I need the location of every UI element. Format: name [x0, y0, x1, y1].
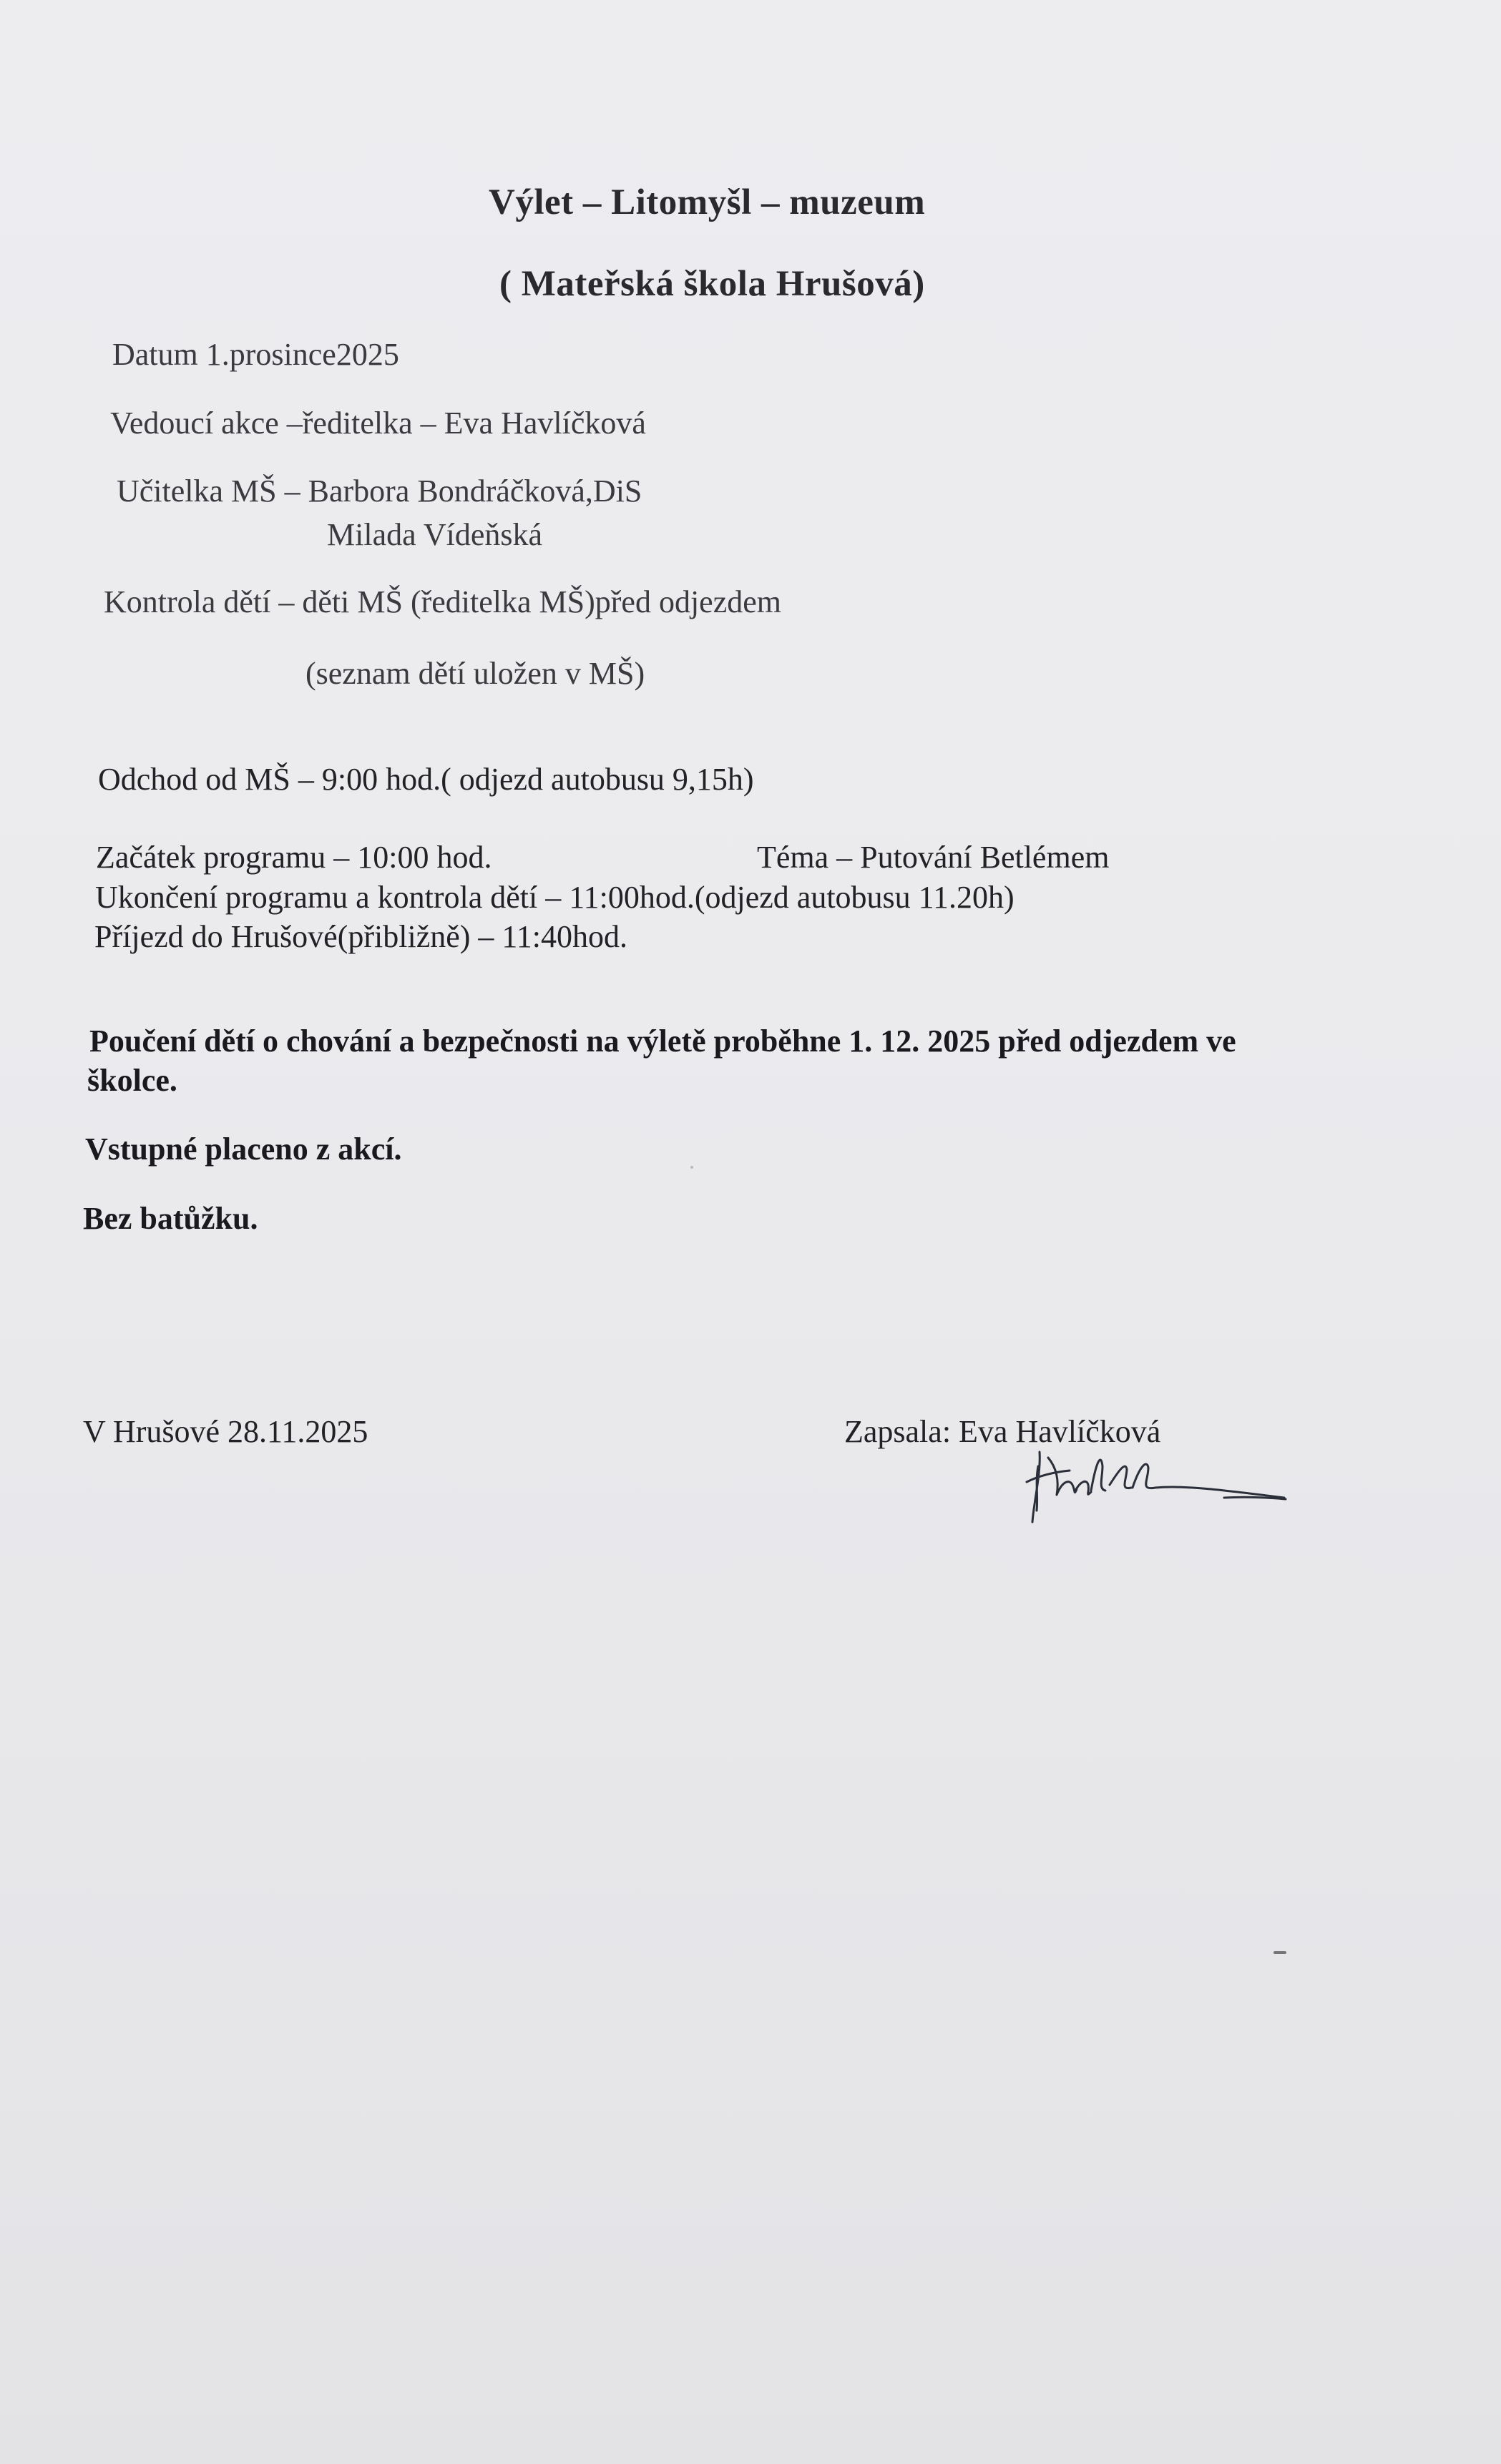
departure-line: Odchod od MŠ – 9:00 hod.( odjezd autobusu 9,15h) — [98, 762, 754, 797]
arrival-line: Příjezd do Hrušové(přibližně) – 11:40hod. — [94, 919, 627, 954]
control-line: Kontrola dětí – děti MŠ (ředitelka MŠ)před odjezdem — [104, 584, 781, 619]
teacher-line-1: Učitelka MŠ – Barbora Bondráčková,DiS — [117, 473, 642, 509]
instruction-line-2: školce. — [87, 1063, 177, 1098]
program-theme: Téma – Putování Betlémem — [757, 840, 1110, 875]
list-note: (seznam dětí uložen v MŠ) — [305, 656, 645, 691]
no-backpack-line: Bez batůžku. — [83, 1201, 258, 1236]
teacher-line-2: Milada Vídeňská — [327, 517, 543, 552]
place-date: V Hrušové 28.11.2025 — [83, 1414, 368, 1449]
program-end: Ukončení programu a kontrola dětí – 11:00hod.(odjezd autobusu 11.20h) — [95, 880, 1014, 915]
instruction-line-1: Poučení dětí o chování a bezpečnosti na výletě proběhne 1. 12. 2025 před odjezdem ve — [89, 1024, 1236, 1059]
paper-dot — [690, 1166, 693, 1169]
program-start: Začátek programu – 10:00 hod. — [96, 840, 492, 875]
leader-line: Vedoucí akce –ředitelka – Eva Havlíčková — [110, 406, 646, 441]
date-line: Datum 1.prosince2025 — [112, 337, 399, 372]
handwritten-signature — [1012, 1438, 1299, 1538]
paper-speck — [1273, 1951, 1286, 1954]
entry-fee-line: Vstupné placeno z akcí. — [85, 1132, 402, 1167]
document-title: Výlet – Litomyšl – muzeum — [489, 182, 926, 222]
recorded-by: Zapsala: Eva Havlíčková — [844, 1414, 1161, 1449]
document-subtitle: ( Mateřská škola Hrušová) — [499, 264, 925, 304]
